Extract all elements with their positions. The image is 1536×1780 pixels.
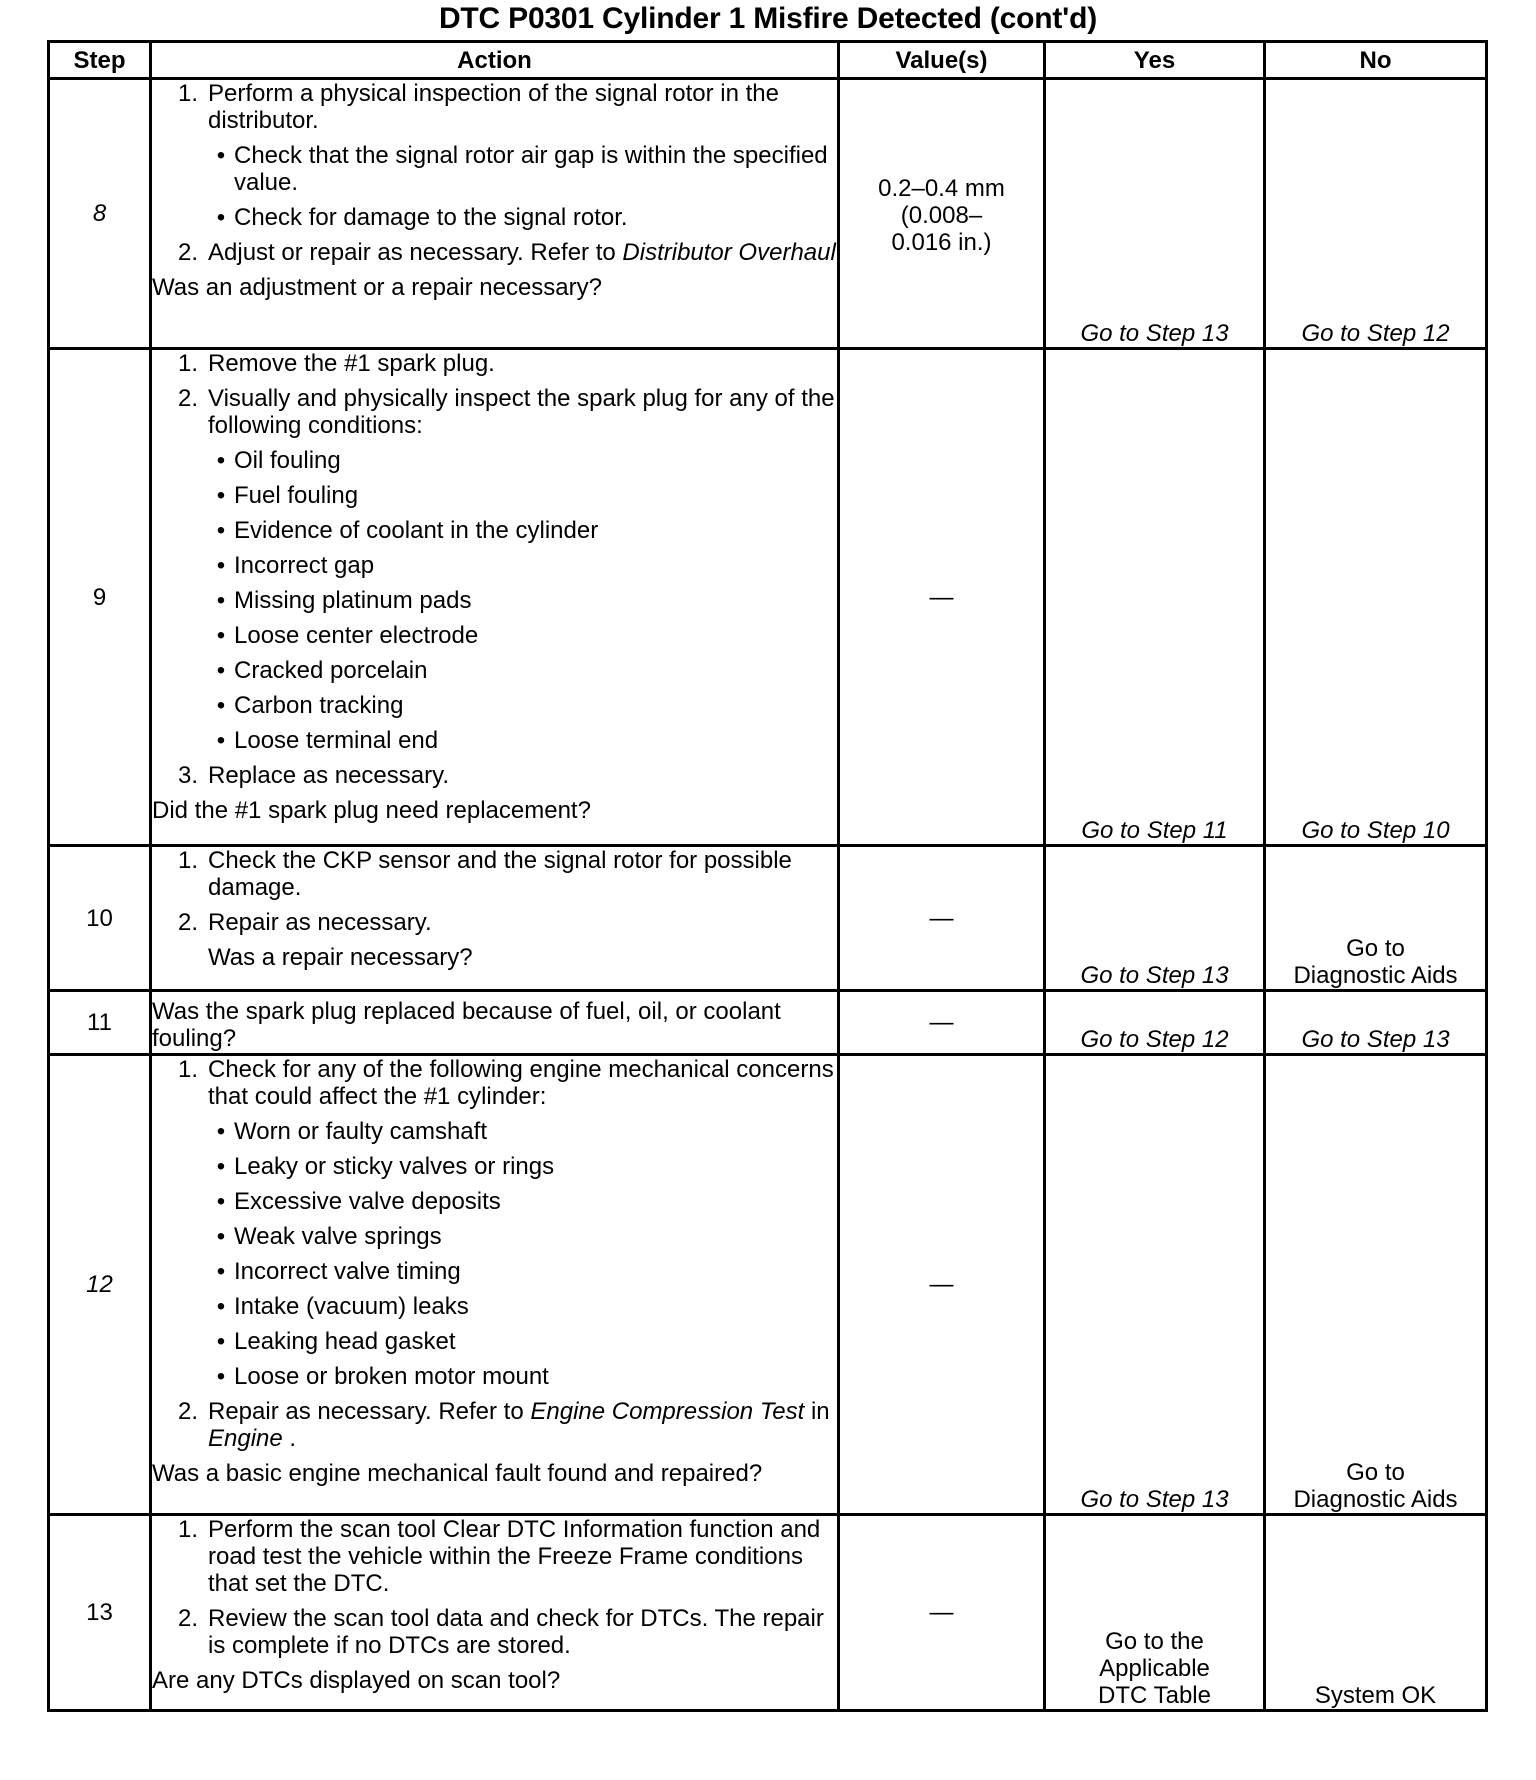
value-cell: 0.2–0.4 mm (0.008– 0.016 in.): [839, 79, 1045, 349]
bullet-item: • Check that the signal rotor air gap is within the specified value.: [216, 142, 828, 196]
yes-cell: Go to the Applicable DTC Table: [1045, 1515, 1265, 1711]
table-row-step-9: [49, 349, 1487, 846]
header-no: No: [1265, 42, 1487, 79]
action-cell: [151, 846, 839, 991]
table-row-step-12: [49, 1055, 1487, 1515]
bullet-item: • Excessive valve deposits: [216, 1188, 501, 1215]
bullet-item: • Loose terminal end: [216, 727, 439, 754]
list-item: 1. Remove the #1 spark plug.: [177, 350, 495, 377]
bullet-item: • Cracked porcelain: [216, 657, 428, 684]
no-cell: Go to Step 13: [1265, 991, 1487, 1055]
bullet-item: • Fuel fouling: [216, 482, 359, 509]
value-cell: —: [839, 1055, 1045, 1515]
list-item: 1. Check for any of the following engine mechanical concerns that could affect the #1 cylinder:: [177, 1056, 834, 1110]
no-cell: Go to Diagnostic Aids: [1265, 846, 1487, 991]
bullet-item: • Loose center electrode: [216, 622, 479, 649]
reference-link: Engine Compression Test: [530, 1398, 805, 1425]
no-cell: Go to Step 12: [1265, 79, 1487, 349]
reference-link: Engine: [208, 1425, 283, 1452]
yes-cell: Go to Step 12: [1045, 991, 1265, 1055]
bullet-item: • Intake (vacuum) leaks: [216, 1293, 469, 1320]
step-number: 13: [49, 1515, 151, 1711]
step-number: 10: [49, 846, 151, 991]
dtc-table: [47, 40, 1488, 1712]
bullet-item: • Carbon tracking: [216, 692, 404, 719]
list-item: 1. Perform a physical inspection of the signal rotor in the distributor.: [177, 80, 779, 134]
question: Was an adjustment or a repair necessary?: [152, 274, 602, 301]
header-row: [49, 42, 1487, 79]
question: Did the #1 spark plug need replacement?: [152, 797, 591, 824]
header-yes: Yes: [1045, 42, 1265, 79]
action-cell: [151, 349, 839, 846]
bullet-item: • Evidence of coolant in the cylinder: [216, 517, 599, 544]
list-item: 2. Repair as necessary. Refer to Engine Compression Test in Engine .: [177, 1398, 830, 1452]
bullet-item: • Weak valve springs: [216, 1223, 442, 1250]
bullet-item: • Incorrect valve timing: [216, 1258, 461, 1285]
table-row-step-13: [49, 1515, 1487, 1711]
bullet-item: • Check for damage to the signal rotor.: [216, 204, 628, 231]
list-item: 1. Perform the scan tool Clear DTC Information function and road test the vehicle within the Freeze Frame conditions that set the DTC.: [177, 1516, 821, 1597]
step-number: 12: [49, 1055, 151, 1515]
value-cell: —: [839, 991, 1045, 1055]
yes-cell: Go to Step 13: [1045, 846, 1265, 991]
step-number: 11: [49, 991, 151, 1055]
table-row-step-8: [49, 79, 1487, 349]
yes-cell: Go to Step 11: [1045, 349, 1265, 846]
action-cell: [151, 1055, 839, 1515]
list-item: 2. Adjust or repair as necessary. Refer to Distributor Overhaul: [177, 239, 836, 266]
list-item: 2. Review the scan tool data and check for DTCs. The repair is complete if no DTCs are stored.: [177, 1605, 824, 1659]
yes-cell: Go to Step 13: [1045, 79, 1265, 349]
step-number: 8: [49, 79, 151, 349]
step-number: 9: [49, 349, 151, 846]
yes-cell: Go to Step 13: [1045, 1055, 1265, 1515]
no-cell: Go to Diagnostic Aids: [1265, 1055, 1487, 1515]
bullet-item: • Leaking head gasket: [216, 1328, 456, 1355]
bullet-item: • Leaky or sticky valves or rings: [216, 1153, 555, 1180]
header-step: Step: [49, 42, 151, 79]
reference-link: Distributor Overhaul: [622, 239, 836, 266]
bullet-item: • Incorrect gap: [216, 552, 375, 579]
action-cell: [151, 991, 839, 1055]
action-cell: [151, 79, 839, 349]
bullet-item: • Worn or faulty camshaft: [216, 1118, 487, 1145]
list-item: 1. Check the CKP sensor and the signal rotor for possible damage.: [177, 847, 792, 901]
header-action: Action: [151, 42, 839, 79]
value-cell: —: [839, 349, 1045, 846]
question: Was a repair necessary?: [208, 944, 473, 971]
header-value: Value(s): [839, 42, 1045, 79]
list-item: 2. Repair as necessary.: [177, 909, 432, 936]
no-cell: System OK: [1265, 1515, 1487, 1711]
bullet-item: • Missing platinum pads: [216, 587, 472, 614]
question: Are any DTCs displayed on scan tool?: [152, 1667, 561, 1694]
value-cell: —: [839, 846, 1045, 991]
question: Was the spark plug replaced because of fuel, oil, or coolant fouling?: [152, 998, 781, 1052]
question: Was a basic engine mechanical fault found and repaired?: [152, 1460, 763, 1487]
table-row-step-10: [49, 846, 1487, 991]
action-cell: [151, 1515, 839, 1711]
list-item: 3. Replace as necessary.: [177, 762, 450, 789]
bullet-item: • Oil fouling: [216, 447, 341, 474]
no-cell: Go to Step 10: [1265, 349, 1487, 846]
table-row-step-11: [49, 991, 1487, 1055]
bullet-item: • Loose or broken motor mount: [216, 1363, 549, 1390]
page-title: DTC P0301 Cylinder 1 Misfire Detected (cont'd): [438, 2, 1098, 35]
value-cell: —: [839, 1515, 1045, 1711]
list-item: 2. Visually and physically inspect the spark plug for any of the following conditions:: [177, 385, 835, 439]
